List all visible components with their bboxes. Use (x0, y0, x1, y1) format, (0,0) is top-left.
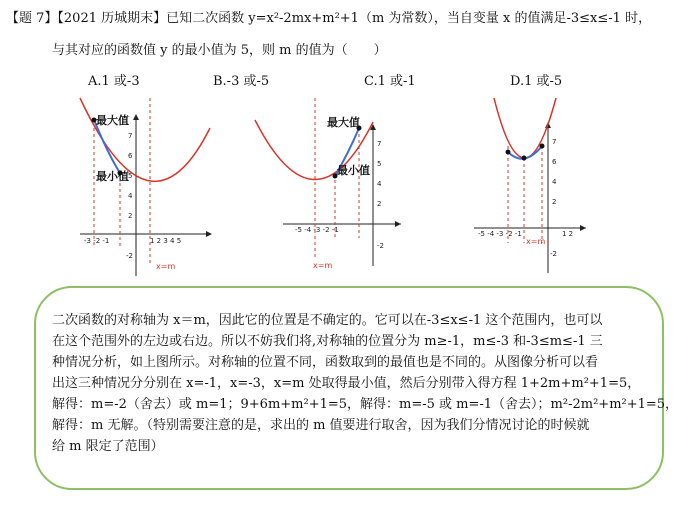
explanation-line: 二次函数的对称轴为 x＝m，因此它的位置是不确定的。它可以在-3≤x≤-1 这个范围内，也可以 (52, 313, 603, 328)
x-tick: -3 -2 -1 (84, 237, 110, 245)
parabola-curve (80, 98, 210, 181)
graph-1-svg (78, 98, 218, 278)
y-tick: -2 (377, 242, 384, 250)
y-tick: 6 (128, 152, 133, 160)
x-axis-arrow (580, 225, 586, 231)
y-tick: 4 (552, 178, 557, 186)
x-tick: 1 2 (562, 230, 574, 238)
explanation-line: 解得：m=-2（舍去）或 m=1；9+6m+m²+1=5，解得：m=-5 或 m=-1（舍去）；m²-2m²+m²+1=5， (52, 397, 679, 412)
symmetry-label: x=m (313, 261, 333, 270)
max-label: 最大值 (327, 116, 360, 129)
graph-case-2 (255, 98, 405, 282)
explanation-text (52, 310, 679, 457)
question-line-1: 【题 7】【2021 历城期末】已知二次函数 y=x²-2mx+m²+1（m 为常数），当自变量 x 的值满足-3≤x≤-1 时， (6, 11, 652, 26)
y-tick: 2 (128, 212, 133, 220)
min-point (522, 156, 527, 161)
explanation-line: 出这三种情况分分别在 x=-1，x=-3，x=m 处取得最小值，然后分别带入得方程 1+2m+m²+1=5， (52, 376, 641, 391)
x-axis-arrow (395, 221, 401, 227)
y-tick: -2 (550, 250, 557, 258)
x-axis-arrow (206, 231, 212, 237)
explanation-line: 在这个范围外的左边或右边。所以不妨我们将,对称轴的位置分为 m≥-1，m≤-3 和-3≤m≤-1 三 (52, 334, 603, 349)
question-line-2: 与其对应的函数值 y 的最小值为 5，则 m 的值为（ ） (52, 43, 387, 58)
graph-2-svg (255, 98, 405, 278)
graph-3-svg (474, 98, 594, 278)
y-tick: 2 (377, 200, 382, 208)
option-a[interactable]: A.1 或-3 (88, 74, 140, 89)
y-tick: 5 (128, 172, 133, 180)
y-tick: 6 (552, 158, 557, 166)
symmetry-label: x=m (526, 237, 546, 246)
max-label: 最大值 (96, 114, 129, 127)
y-tick: 4 (377, 180, 382, 188)
x-tick: 1 2 3 4 5 (150, 237, 182, 245)
endpoint-left (506, 150, 511, 155)
option-d[interactable]: D.1 或-5 (510, 74, 563, 89)
y-tick: 4 (128, 192, 133, 200)
explanation-line: 种情况分析，如上图所示。对称轴的位置不同，函数取到的最值也是不同的。从图像分析可以看 (52, 355, 599, 370)
graph-case-3 (474, 98, 594, 282)
x-tick: -5 -4 -3 -2 -1 (478, 230, 522, 238)
y-tick: 7 (377, 140, 382, 148)
y-axis-arrow (133, 114, 139, 120)
y-tick: -2 (126, 252, 133, 260)
y-tick: 7 (128, 132, 133, 140)
y-tick: 2 (552, 198, 557, 206)
option-b[interactable]: B.-3 或-5 (213, 74, 270, 89)
y-tick: 5 (377, 160, 382, 168)
min-label: 最小值 (96, 170, 129, 183)
parabola-curve (494, 98, 556, 158)
explanation-line: 解得：m 无解。（特别需要注意的是，求出的 m 值要进行取舍，因为我们分情况讨论的时候就 (52, 418, 590, 433)
min-label: 最小值 (337, 164, 370, 177)
symmetry-label: x=m (156, 262, 176, 271)
y-tick: 7 (552, 138, 557, 146)
endpoint-right (540, 144, 545, 149)
option-c[interactable]: C.1 或-1 (364, 74, 416, 89)
x-tick: -5 -4 -3 -2 -1 (295, 226, 339, 234)
graph-case-1 (78, 98, 218, 282)
explanation-line: 给 m 限定了范围） (52, 439, 164, 454)
